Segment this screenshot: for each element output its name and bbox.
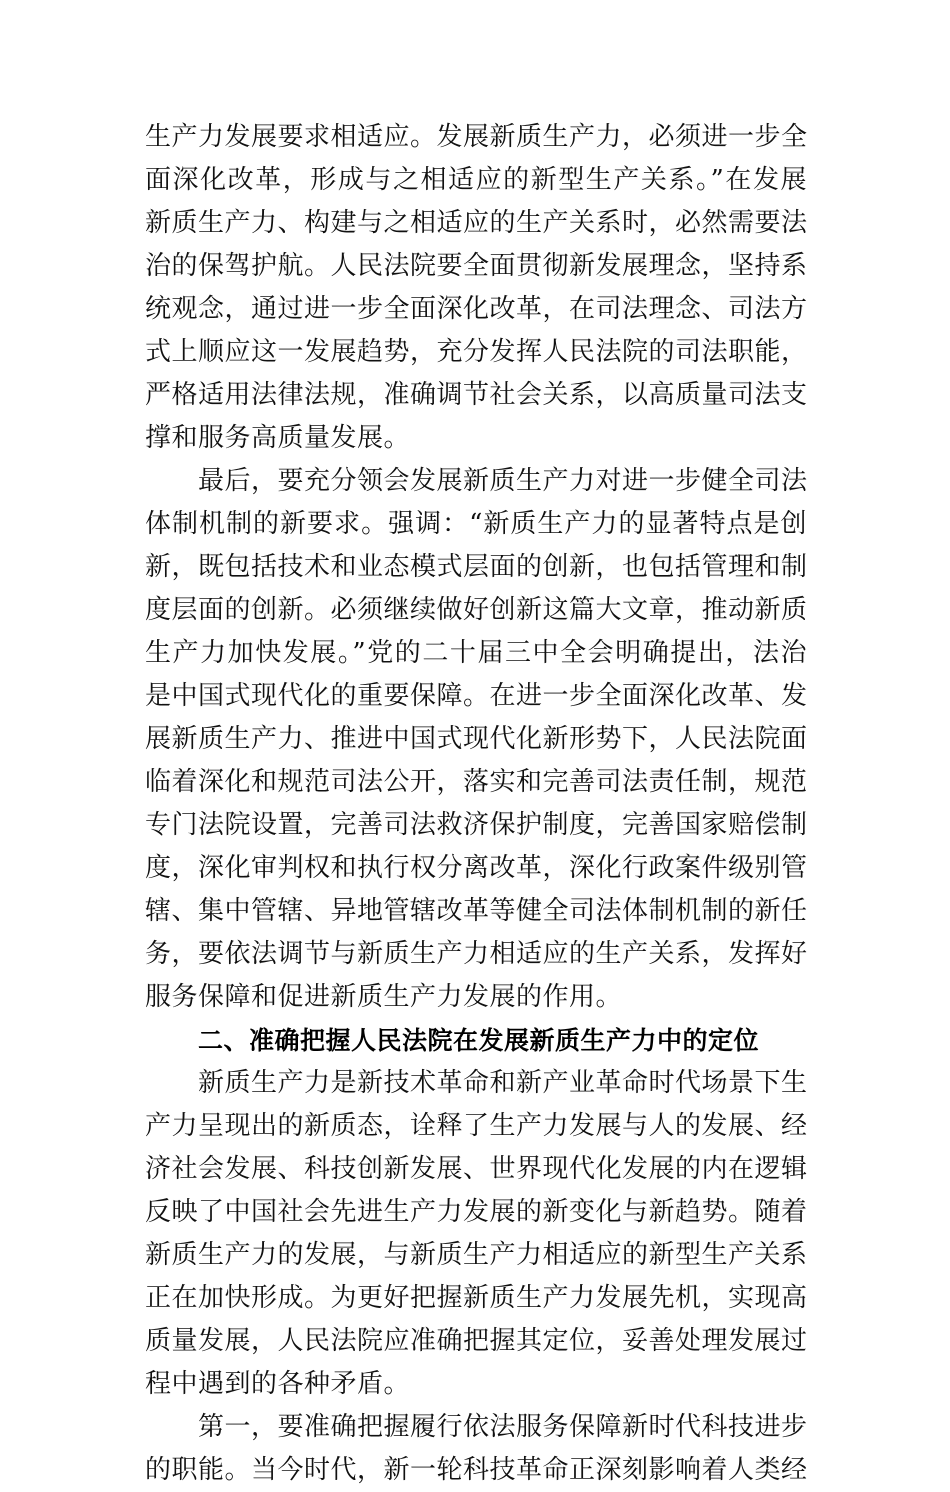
text-line: 反映了中国社会先进生产力发展的新变化与新趋势。随着 (145, 1197, 808, 1227)
text-line: 产力呈现出的新质态，诠释了生产力发展与人的发展、经 (145, 1111, 808, 1141)
text-line: 面深化改革，形成与之相适应的新型生产关系。”在发展 (145, 165, 807, 195)
text-line: 体制机制的新要求。强调：“新质生产力的显著特点是创 (145, 509, 807, 539)
text-line: 新质生产力的发展，与新质生产力相适应的新型生产关系 (145, 1240, 808, 1270)
text-line: 服务保障和促进新质生产力发展的作用。 (145, 982, 623, 1012)
text-line: 式上顺应这一发展趋势，充分发挥人民法院的司法职能， (145, 337, 808, 367)
text-line: 生产力加快发展。”党的二十届三中全会明确提出，法治 (145, 638, 807, 668)
text-line: 度，深化审判权和执行权分离改革，深化行政案件级别管 (145, 853, 808, 883)
paragraph-finally (145, 460, 807, 1019)
text-line: 专门法院设置，完善司法救济保护制度，完善国家赔偿制 (145, 810, 808, 840)
text-line: 严格适用法律法规，准确调节社会关系，以高质量司法支 (145, 380, 808, 410)
text-line: 新，既包括技术和业态模式层面的创新，也包括管理和制 (145, 552, 808, 582)
text-line: 济社会发展、科技创新发展、世界现代化发展的内在逻辑 (145, 1154, 808, 1184)
text-line: 是中国式现代化的重要保障。在进一步全面深化改革、发 (145, 681, 808, 711)
text-line: 的职能。当今时代，新一轮科技革命正深刻影响着人类经 (145, 1455, 808, 1485)
text-line: 新质生产力、构建与之相适应的生产关系时，必然需要法 (145, 208, 808, 238)
paragraph-new-productivity (145, 1062, 807, 1406)
text-line: 治的保驾护航。人民法院要全面贯彻新发展理念，坚持系 (145, 251, 808, 281)
document-body (145, 116, 807, 1492)
text-line: 统观念，通过进一步全面深化改革，在司法理念、司法方 (145, 294, 808, 324)
text-line: 临着深化和规范司法公开，落实和完善司法责任制，规范 (145, 767, 808, 797)
text-line: 撑和服务高质量发展。 (145, 423, 411, 453)
text-line: 质量发展，人民法院应准确把握其定位，妥善处理发展过 (145, 1326, 808, 1356)
text-line: 务，要依法调节与新质生产力相适应的生产关系，发挥好 (145, 939, 808, 969)
text-line: 生产力发展要求相适应。发展新质生产力，必须进一步全 (145, 122, 808, 152)
text-line: 正在加快形成。为更好把握新质生产力发展先机，实现高 (145, 1283, 808, 1313)
text-line: 第一，要准确把握履行依法服务保障新时代科技进步 (198, 1412, 808, 1442)
paragraph-first (145, 1406, 807, 1492)
text-line: 新质生产力是新技术革命和新产业革命时代场景下生 (198, 1068, 808, 1098)
text-line: 展新质生产力、推进中国式现代化新形势下，人民法院面 (145, 724, 808, 754)
paragraph-continuation (145, 116, 807, 460)
text-line: 度层面的创新。必须继续做好创新这篇大文章，推动新质 (145, 595, 808, 625)
text-line: 辖、集中管辖、异地管辖改革等健全司法体制机制的新任 (145, 896, 808, 926)
text-line: 最后，要充分领会发展新质生产力对进一步健全司法 (198, 466, 808, 496)
section-heading: 二、准确把握人民法院在发展新质生产力中的定位 (198, 1026, 760, 1055)
text-line: 程中遇到的各种矛盾。 (145, 1369, 411, 1399)
